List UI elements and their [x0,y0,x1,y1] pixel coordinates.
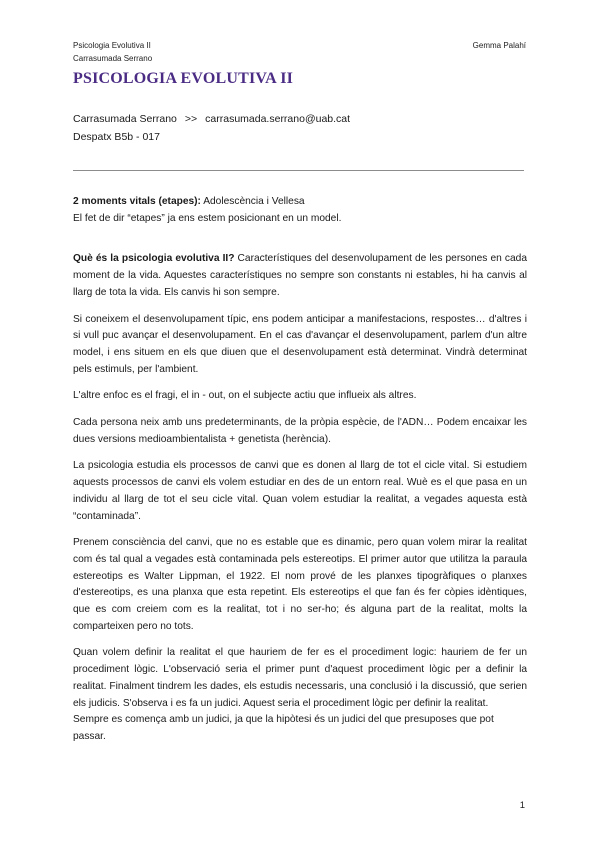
paragraph-judgement: Sempre es comença amb un judici, ja que la hipòtesi és un judici del que presuposes que pot passar. [73,714,494,742]
contact-name: Carrasumada Serrano [73,113,177,125]
paragraph-text: Característiques del desenvolupament de les persones en cada moment de la vida. Aquestes característiques no sempre son constants ni estables, hi ha canvis al llarg de tota la vida. Els canvis hi son sempre. [73,253,527,298]
running-header-left [73,39,152,65]
contact-email: carrasumada.serrano@uab.cat [205,113,351,125]
document-body [73,194,527,746]
contact-block [73,110,350,146]
paragraph-other-approach: L'altre enfoc es el fragi, el in - out, on el subjecte actiu que influeix als altres. [73,390,417,402]
paragraph-change-processes: La psicologia estudia els processos de canvi que es donen al llarg de tot el cicle vital. Si estudiem aquests processos de canvi els volem estudiar en des de un entorn real. Wuè es el que pasa en un individu al llarg de tot el seu cicle vital. Quan volem estudiar la realitat, a vegades aquesta està “contaminada”. [73,460,527,522]
paragraph-typical-development: Si coneixem el desenvolupament típic, ens podem anticipar a manifestacions, respostes… d'altres i si vull puc avançar el desenvolupament. En el cas d'avançar el desenvolupament, parlem d'un altre model, i ens situem en els que diuen que el desenvolupament està determinat. Vindrà determinat pels estimuls, per l'ambient. [73,313,527,375]
paragraph-heading: 2 moments vitals (etapes): [73,196,201,207]
header-author: Gemma Palahí [472,41,526,50]
contact-line [73,110,350,128]
paragraph-stereotypes: Prenem consciència del canvi, que no es estable que es dinamic, pero quan volem mirar la realitat com és tal qual a vegades està contaminada pels estereotips. El primer autor que utilitza la paraula estereotips es Walter Lippman, el 1922. El nom prové de les planxes tipogràfiques o planxes d'estereotips, es una planxa que esta repetint. Els estereotips el que fan és fer còpies idèntiques, que es com creiem com es la realitat, tot i no ser-ho; és alguna part de la realitat, molts la comparteixen pero no tots. [73,537,527,632]
paragraph-life-stages [73,194,527,227]
horizontal-divider [73,170,524,171]
paragraph-heading: Què és la psicologia evolutiva II? [73,253,235,265]
paragraph-logical-procedure: Quan volem definir la realitat el que hauriem de fer es el procediment logic: hauriem de fer un procediment lògic. L'observació seria el primer punt d'aquest procediment lògic per a definir la realitat. Finalment tindrem les dades, els estudis necessaris, una conclusió i la discussió, que serien els judicis. S'observa i es fa un judici. Aquest seria el procediment lògic per definir la realitat. [73,647,527,709]
paragraph-text: El fet de dir “etapes” ja ens estem posicionant en un model. [73,212,342,224]
header-course: Psicologia Evolutiva II [73,41,151,50]
header-professor: Carrasumada Serrano [73,54,153,63]
page-title: PSICOLOGIA EVOLUTIVA II [73,70,294,87]
arrow-separator: >> [184,113,198,125]
paragraph-text: Adolescència i Vellesa [200,196,305,207]
paragraph-predeterminants: Cada persona neix amb uns predeterminants, de la pròpia espècie, de l'ADN… Podem encaixar les dues versions medioambientalista + genetista (herència). [73,417,527,445]
paragraph-definition [73,251,527,301]
office-location: Despatx B5b - 017 [73,131,160,143]
page-number: 1 [519,800,525,811]
